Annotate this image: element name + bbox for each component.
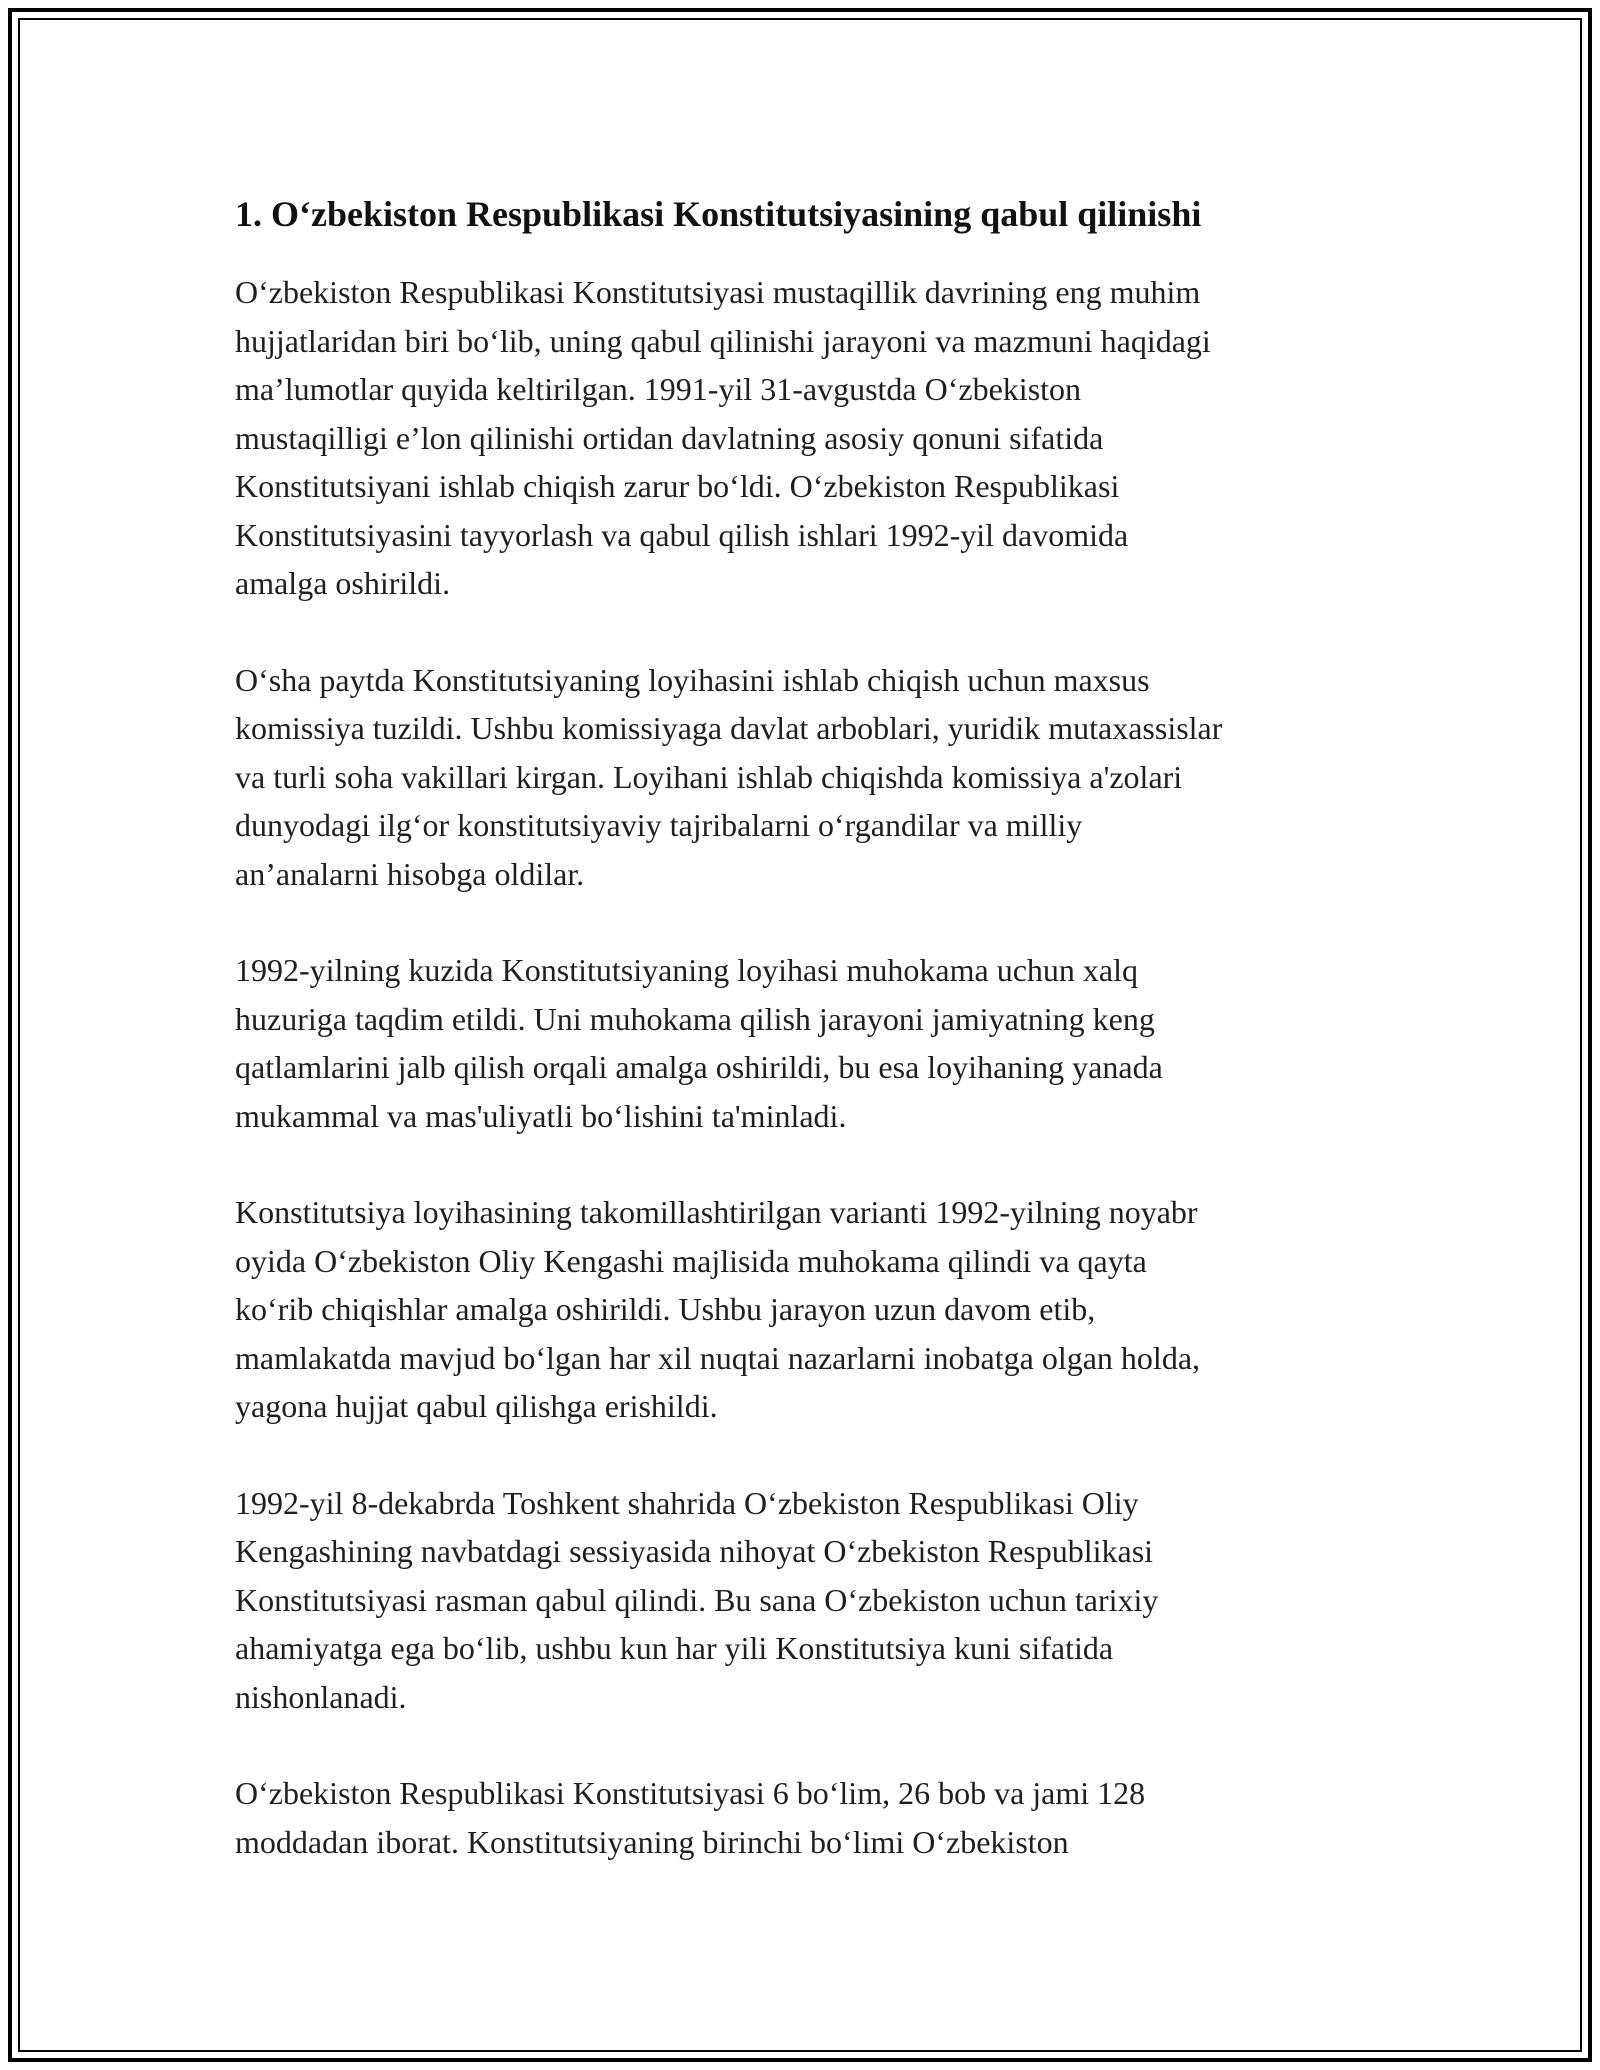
paragraph-6 [235, 1769, 1385, 1866]
text-line: Konstitutsiyasi rasman qabul qilindi. Bu sana O‘zbekiston uchun tarixiy [235, 1581, 1159, 1618]
text-line: O‘zbekiston Respublikasi Konstitutsiyasi 6 bo‘lim, 26 bob va jami 128 [235, 1775, 1146, 1811]
paragraph-3 [235, 946, 1385, 1140]
text-line: ko‘rib chiqishlar amalga oshirildi. Ushbu jarayon uzun davom etib, [235, 1291, 1096, 1327]
text-line: O‘zbekiston Respublikasi Konstitutsiyasi mustaqillik davrining eng muhim [235, 274, 1201, 310]
text-line: moddadan iborat. Konstitutsiyaning birinchi bo‘limi O‘zbekiston [235, 1823, 1069, 1860]
text-line: Konstitutsiyani ishlab chiqish zarur bo‘ldi. O‘zbekiston Respublikasi [235, 468, 1120, 504]
text-line: Konstitutsiyasini tayyorlash va qabul qilish ishlari 1992-yil davomida [235, 516, 1129, 553]
text-line: ahamiyatga ega bo‘lib, ushbu kun har yili Konstitutsiya kuni sifatida [235, 1630, 1114, 1666]
paragraph-1 [235, 268, 1385, 608]
paragraph-4 [235, 1188, 1385, 1431]
text-line: huzuriga taqdim etildi. Uni muhokama qilish jarayoni jamiyatning keng [235, 1000, 1155, 1037]
section-heading: 1. O‘zbekiston Respublikasi Konstitutsiyasining qabul qilinishi [235, 194, 1202, 234]
text-line: Konstitutsiya loyihasining takomillashtirilgan varianti 1992-yilning noyabr [235, 1194, 1198, 1230]
text-line: mamlakatda mavjud bo‘lgan har xil nuqtai nazarlarni inobatga olgan holda, [235, 1339, 1201, 1376]
text-line: dunyodagi ilg‘or konstitutsiyaviy tajribalarni o‘rgandilar va milliy [235, 807, 1083, 843]
text-line: va turli soha vakillari kirgan. Loyihani ishlab chiqishda komissiya a'zolari [235, 758, 1183, 795]
text-line: 1992-yil 8-dekabrda Toshkent shahrida O‘zbekiston Respublikasi Oliy [235, 1484, 1139, 1521]
text-line: mukammal va mas'uliyatli bo‘lishini ta'minladi. [235, 1097, 847, 1134]
text-line: komissiya tuzildi. Ushbu komissiyaga davlat arboblari, yuridik mutaxassislar [235, 710, 1223, 746]
text-line: amalga oshirildi. [235, 565, 451, 601]
document-body [235, 186, 1385, 1914]
paragraph-2 [235, 656, 1385, 899]
text-line: mustaqilligi e’lon qilinishi ortidan davlatning asosiy qonuni sifatida [235, 419, 1104, 456]
paragraph-5 [235, 1479, 1385, 1722]
text-line: O‘sha paytda Konstitutsiyaning loyihasini ishlab chiqish uchun maxsus [235, 661, 1150, 698]
text-line: qatlamlarini jalb qilish orqali amalga oshirildi, bu esa loyihaning yanada [235, 1049, 1163, 1085]
text-line: an’analarni hisobga oldilar. [235, 855, 585, 892]
text-line: ma’lumotlar quyida keltirilgan. 1991-yil 31-avgustda O‘zbekiston [235, 371, 1082, 407]
text-line: 1992-yilning kuzida Konstitutsiyaning loyihasi muhokama uchun xalq [235, 952, 1138, 988]
text-line: hujjatlaridan biri bo‘lib, uning qabul qilinishi jarayoni va mazmuni haqidagi [235, 322, 1211, 359]
text-line: yagona hujjat qabul qilishga erishildi. [235, 1388, 718, 1424]
text-line: nishonlanadi. [235, 1678, 407, 1715]
text-line: Kengashining navbatdagi sessiyasida nihoyat O‘zbekiston Respublikasi [235, 1533, 1154, 1569]
text-line: oyida O‘zbekiston Oliy Kengashi majlisida muhokama qilindi va qayta [235, 1242, 1147, 1279]
